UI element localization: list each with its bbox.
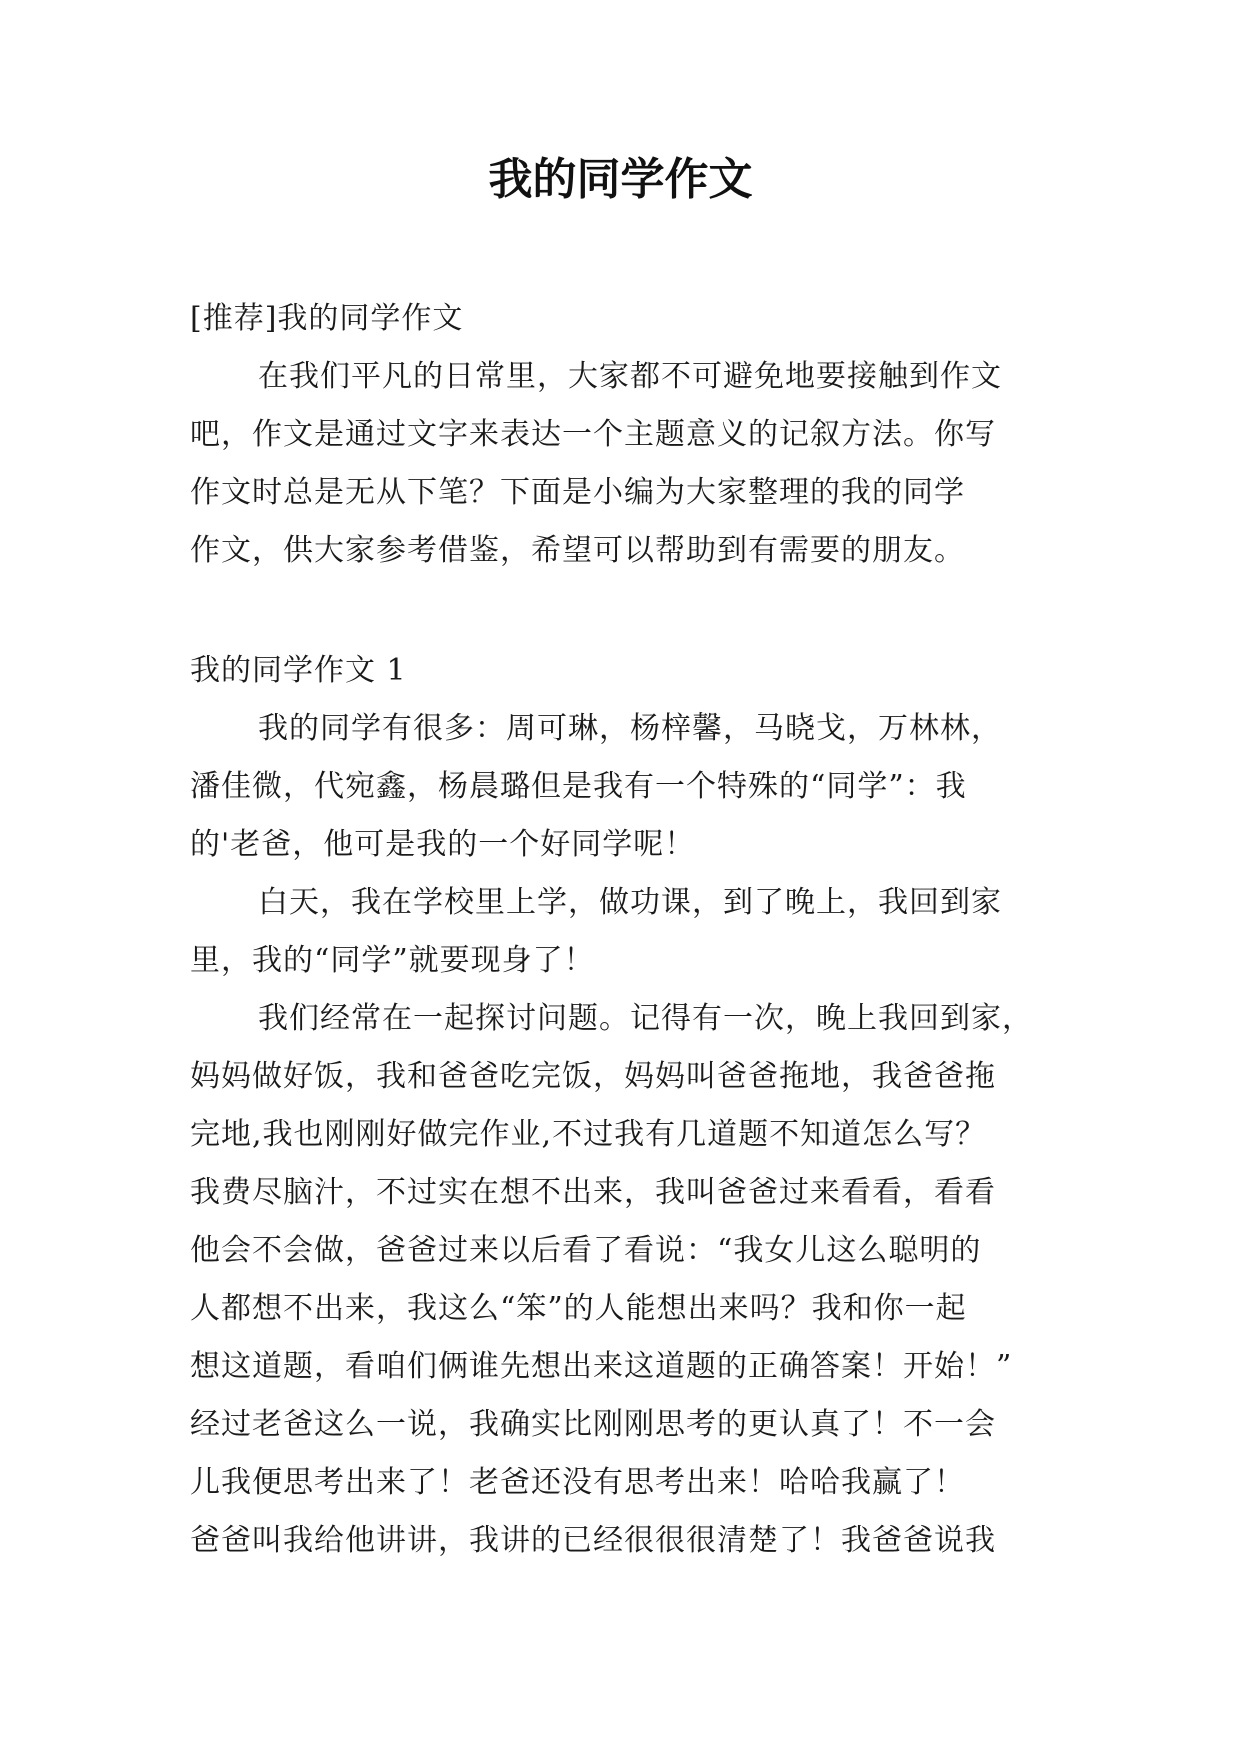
intro-heading: [推荐]我的同学作文 bbox=[190, 301, 464, 336]
paragraph-line: 我们经常在一起探讨问题。记得有一次，晚上我回到家， bbox=[258, 1001, 1033, 1036]
paragraph-line: 他会不会做，爸爸过来以后看了看说：“我女儿这么聪明的 bbox=[190, 1233, 982, 1268]
paragraph-3 bbox=[190, 990, 1060, 1570]
paragraph-line: 作文时总是无从下笔？下面是小编为大家整理的我的同学 bbox=[190, 475, 965, 510]
paragraph-2 bbox=[190, 874, 1060, 990]
paragraph-line: 我的同学有很多：周可琳，杨梓馨，马晓戈，万林林， bbox=[258, 711, 1002, 746]
paragraph-1 bbox=[190, 700, 1060, 874]
paragraph-line: 妈妈做好饭，我和爸爸吃完饭，妈妈叫爸爸拖地，我爸爸拖 bbox=[190, 1059, 996, 1094]
paragraph-line: 作文，供大家参考借鉴，希望可以帮助到有需要的朋友。 bbox=[190, 533, 965, 568]
document-title: 我的同学作文 bbox=[488, 154, 753, 205]
paragraph-line: 里，我的“同学”就要现身了！ bbox=[190, 943, 595, 978]
paragraph-line: 爸爸叫我给他讲讲，我讲的已经很很很清楚了！我爸爸说我 bbox=[190, 1523, 996, 1558]
paragraph-line: 在我们平凡的日常里，大家都不可避免地要接触到作文 bbox=[258, 359, 1002, 394]
paragraph-line: 人都想不出来，我这么“笨”的人能想出来吗？我和你一起 bbox=[190, 1291, 967, 1326]
paragraph-line: 我费尽脑汁，不过实在想不出来，我叫爸爸过来看看，看看 bbox=[190, 1175, 996, 1210]
paragraph-line: 吧，作文是通过文字来表达一个主题意义的记叙方法。你写 bbox=[190, 417, 996, 452]
paragraph-line: 儿我便思考出来了！老爸还没有思考出来！哈哈我赢了！ bbox=[190, 1465, 965, 1500]
paragraph-line: 经过老爸这么一说，我确实比刚刚思考的更认真了！不一会 bbox=[190, 1407, 996, 1442]
paragraph-line: 完地,我也刚刚好做完作业,不过我有几道题不知道怎么写？ bbox=[190, 1117, 987, 1152]
section-spacer bbox=[190, 580, 1060, 642]
paragraph-line: 白天，我在学校里上学，做功课，到了晚上，我回到家 bbox=[258, 885, 1002, 920]
paragraph-line: 的'老爸，他可是我的一个好同学呢！ bbox=[190, 827, 696, 862]
section-heading: 我的同学作文 1 bbox=[190, 653, 407, 688]
paragraph-line: 想这道题，看咱们俩谁先想出来这道题的正确答案！开始！” bbox=[190, 1349, 1013, 1384]
paragraph-line: 潘佳微，代宛鑫，杨晨璐但是我有一个特殊的“同学”：我 bbox=[190, 769, 967, 804]
intro-paragraph bbox=[190, 348, 1060, 580]
document-body bbox=[190, 290, 1060, 1570]
